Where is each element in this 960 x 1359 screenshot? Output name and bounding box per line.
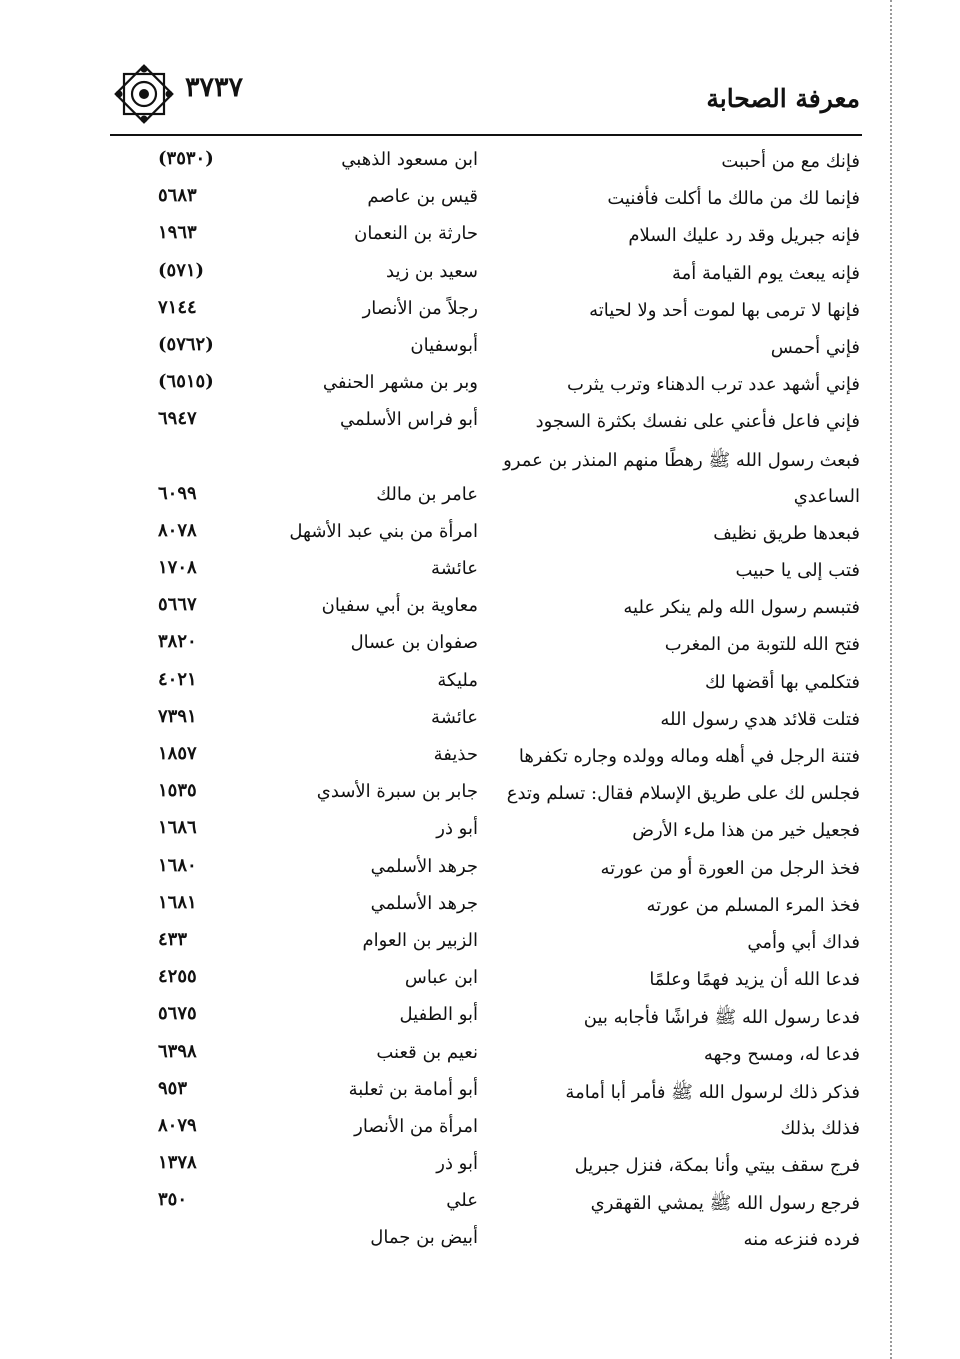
hadith-number: ١٦٨٦ [158, 817, 197, 839]
narrator: مليكة [437, 669, 478, 691]
hadith-number: ٥٦٦٧ [158, 594, 197, 616]
index-row [110, 926, 860, 963]
hadith-text: فخذ الرجل من العورة أو من عورته [600, 857, 860, 879]
hadith-number: ١٧٠٨ [158, 557, 197, 579]
hadith-number: ٣٥٠ [158, 1189, 188, 1211]
hadith-text: فخذ المرء المسلم من عورته [646, 894, 860, 916]
hadith-number: ٥٦٧٥ [158, 1003, 197, 1025]
hadith-text: فتبسم رسول الله ولم ينكر عليه [623, 597, 860, 619]
index-row [110, 703, 860, 740]
hadith-text: فبعدها طريق نظيف [713, 522, 860, 544]
hadith-text: فرده فنزعه منه [743, 1229, 860, 1251]
narrator: علي [446, 1190, 478, 1212]
index-row [110, 628, 860, 665]
hadith-number: ٩٥٣ [158, 1077, 188, 1099]
hadith-number: ١٦٨٠ [158, 854, 197, 876]
narrator: أبو الطفيل [399, 1004, 478, 1026]
narrator: الزبير بن العوام [362, 929, 478, 951]
index-row [110, 294, 860, 331]
page-header [110, 60, 860, 130]
index-row [110, 480, 860, 517]
index-row [110, 443, 860, 480]
index-row [110, 405, 860, 442]
index-table [110, 145, 860, 1261]
hadith-text: فتح الله للتوبة من المغرب [664, 634, 860, 656]
narrator: امرأة من بني عبد الأشهل [289, 520, 478, 542]
index-row [110, 1186, 860, 1223]
hadith-number: (٥٧٦٢) [158, 333, 214, 355]
hadith-text: فإنها لا ترمى بها لموت أحد ولا لحياته [589, 299, 860, 321]
narrator: أبو ذر [436, 818, 478, 840]
hadith-number: ٧١٤٤ [158, 296, 197, 318]
hadith-text: فرج سقف بيتي وأنا بمكة، فنزل جبريل [574, 1155, 860, 1177]
index-row [110, 740, 860, 777]
index-row [110, 182, 860, 219]
hadith-number: ٣٨٢٠ [158, 631, 197, 653]
narrator: جابر بن سبرة الأسدي [316, 781, 478, 803]
index-row [110, 1149, 860, 1186]
narrator: جرهد الأسلمي [370, 855, 478, 877]
hadith-text: فإنه يبعث يوم القيامة أمة [672, 262, 860, 284]
narrator: امرأة من الأنصار [354, 1115, 478, 1137]
narrator: أبو ذر [436, 1153, 478, 1175]
header-rule [110, 134, 862, 136]
hadith-number: ٦٣٩٨ [158, 1040, 197, 1062]
index-row [110, 517, 860, 554]
hadith-text: فداك أبي وأمي [747, 931, 860, 953]
hadith-text: فدعا رسول الله ﷺ فراشًا فأجابه بين [583, 1007, 860, 1029]
hadith-number: ٦٠٩٩ [158, 482, 197, 504]
narrator: أبو فراس الأسلمي [340, 409, 478, 431]
hadith-text: فرجع رسول الله ﷺ يمشي القهقري [590, 1193, 860, 1215]
index-row [110, 1038, 860, 1075]
hadith-number: (٦٥١٥) [158, 371, 214, 393]
hadith-number: ٨٠٧٨ [158, 519, 197, 541]
hadith-number: ٤٣٣ [158, 928, 188, 950]
hadith-text: فدعا له، ومسح وجهه [703, 1043, 860, 1065]
index-row [110, 777, 860, 814]
hadith-number: ٨٠٧٩ [158, 1114, 197, 1136]
index-row [110, 1112, 860, 1149]
index-row [110, 368, 860, 405]
hadith-text: فإنه جبريل وقد رد عليك السلام [628, 225, 860, 247]
narrator: رجلاً من الأنصار [362, 297, 478, 319]
index-row [110, 1000, 860, 1037]
index-row [110, 666, 860, 703]
narrator: قيس بن عاصم [367, 186, 478, 208]
index-row [110, 219, 860, 256]
hadith-text: فإني أحمس [770, 336, 860, 358]
narrator: حذيفة [433, 744, 478, 765]
page-number: ٣٧٣٧ [185, 72, 244, 103]
book-title: معرفة الصحابة [706, 84, 860, 113]
index-row [110, 814, 860, 851]
hadith-number: (٣٥٣٠) [158, 148, 214, 169]
hadith-text: فجلس لك على طريق الإسلام فقال: تسلم وتدع [506, 783, 860, 805]
hadith-number: ١٩٦٣ [158, 222, 197, 244]
hadith-number: ٦٩٤٧ [158, 408, 197, 430]
narrator: معاوية بن أبي سفيان [321, 595, 478, 617]
index-row [110, 554, 860, 591]
hadith-text: فإني أشهد عدد ترب الدهناء وترب يثرب [566, 374, 860, 396]
index-row [110, 889, 860, 926]
hadith-number: ١٦٨١ [158, 891, 197, 913]
hadith-number: ٤٠٢١ [158, 668, 197, 690]
hadith-number: ٧٣٩١ [158, 705, 197, 727]
narrator: عائشة [431, 558, 478, 580]
hadith-text: فإنما لك من مالك ما أكلت فأفنيت [607, 188, 860, 210]
narrator: جرهد الأسلمي [370, 892, 478, 914]
narrator: وبر بن مشهر الحنفي [322, 372, 478, 394]
index-row [110, 145, 860, 182]
narrator: حارثة بن النعمان [354, 223, 478, 245]
narrator: عائشة [431, 706, 478, 728]
index-row [110, 1223, 860, 1260]
hadith-text: فتنة الرجل في أهله وماله وولده وجاره تكفرها [518, 746, 860, 767]
narrator: أبو أمامة بن ثعلبة [348, 1078, 478, 1100]
narrator: أبوسفيان [410, 334, 478, 356]
narrator: ابن مسعود الذهبي [341, 149, 478, 170]
index-row [110, 963, 860, 1000]
hadith-text: فبعث رسول الله ﷺ رهطًا منهم المنذر بن عمرو [503, 449, 860, 471]
star-ornament-icon [110, 60, 178, 128]
hadith-text: فذكر ذلك لرسول الله ﷺ فأمر أبا أمامة [565, 1081, 860, 1103]
hadith-number: ٤٢٥٥ [158, 966, 197, 988]
hadith-text: فإنك مع من أحببت [721, 151, 860, 172]
narrator: نعيم بن قعنب [376, 1041, 478, 1063]
narrator: عامر بن مالك [376, 483, 478, 505]
hadith-text: فجعيل خير من هذا ملء الأرض [632, 820, 860, 842]
hadith-number: (٥٧١) [158, 259, 205, 281]
binding-dotted-line [890, 0, 892, 1359]
narrator: سعيد بن زيد [386, 260, 478, 282]
hadith-text: فإني فاعل فأعني على نفسك بكثرة السجود [535, 411, 860, 433]
hadith-text: فتلت قلائد هدي رسول الله [660, 708, 860, 730]
hadith-text: فتب إلى يا حبيب [735, 560, 860, 582]
index-row [110, 257, 860, 294]
index-row [110, 852, 860, 889]
index-row [110, 331, 860, 368]
hadith-text: الساعدي [793, 485, 860, 507]
narrator: صفوان بن عسال [350, 632, 478, 654]
index-row [110, 591, 860, 628]
hadith-text: فتكلمي بها أقضها لك [705, 671, 860, 693]
index-row [110, 1075, 860, 1112]
hadith-number: ١٣٧٨ [158, 1152, 197, 1174]
hadith-text: فذلك بذلك [780, 1117, 860, 1139]
hadith-number: ١٥٣٥ [158, 780, 197, 802]
narrator: أبيض بن جمال [370, 1227, 478, 1249]
hadith-number: ١٨٥٧ [158, 743, 197, 764]
hadith-number: ٥٦٨٣ [158, 185, 197, 207]
hadith-text: فدعا الله أن يزيد فهمًا وعلمًا [649, 969, 860, 991]
narrator: ابن عباس [404, 967, 478, 989]
